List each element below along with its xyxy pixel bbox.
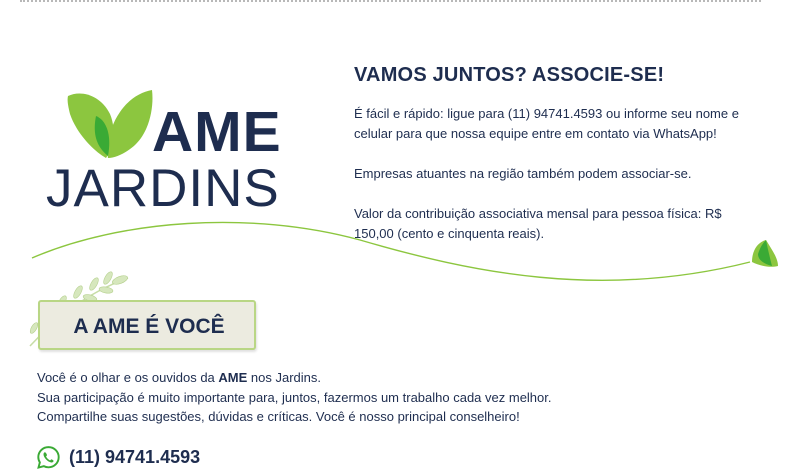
about-line-1-end: nos Jardins. xyxy=(247,370,321,385)
whatsapp-icon xyxy=(36,445,61,470)
about-line-1-bold: AME xyxy=(218,370,248,385)
logo-jardins-text: JARDINS xyxy=(46,159,280,218)
leaves-icon xyxy=(66,88,156,160)
phone-number[interactable]: (11) 94741.4593 xyxy=(69,446,201,467)
about-line-1 xyxy=(37,368,717,388)
about-line-3: Compartilhe suas sugestões, dúvidas e críticas. Você é nosso principal conselheiro! xyxy=(37,409,520,424)
join-paragraph-companies: Empresas atuantes na região também podem associar-se. xyxy=(354,166,692,181)
ame-jardins-logo xyxy=(44,84,296,218)
about-line-1-start: Você é o olhar e os ouvidos da xyxy=(37,370,219,385)
badge-label: A AME É VOCÊ xyxy=(73,315,225,338)
about-line-2: Sua participação é muito importante para, juntos, fazermos um trabalho cada vez melhor. xyxy=(37,389,552,405)
whatsapp-contact[interactable] xyxy=(36,444,200,470)
top-dotted-divider xyxy=(20,0,761,4)
about-text xyxy=(37,368,717,427)
logo-ame-text: AME xyxy=(152,100,282,164)
wave-leaf-icon xyxy=(752,240,778,267)
ame-e-voce-badge xyxy=(38,300,256,350)
join-paragraph-phone: É fácil e rápido: ligue para (11) 94741.4593 ou informe seu nome e celular para que nossa equipe entre em contato via WhatsApp! xyxy=(354,106,739,141)
join-paragraph-fee: Valor da contribuição associativa mensal para pessoa física: R$ 150,00 (cento e cinquenta reais). xyxy=(354,206,722,241)
join-headline: VAMOS JUNTOS? ASSOCIE-SE! xyxy=(354,64,665,86)
